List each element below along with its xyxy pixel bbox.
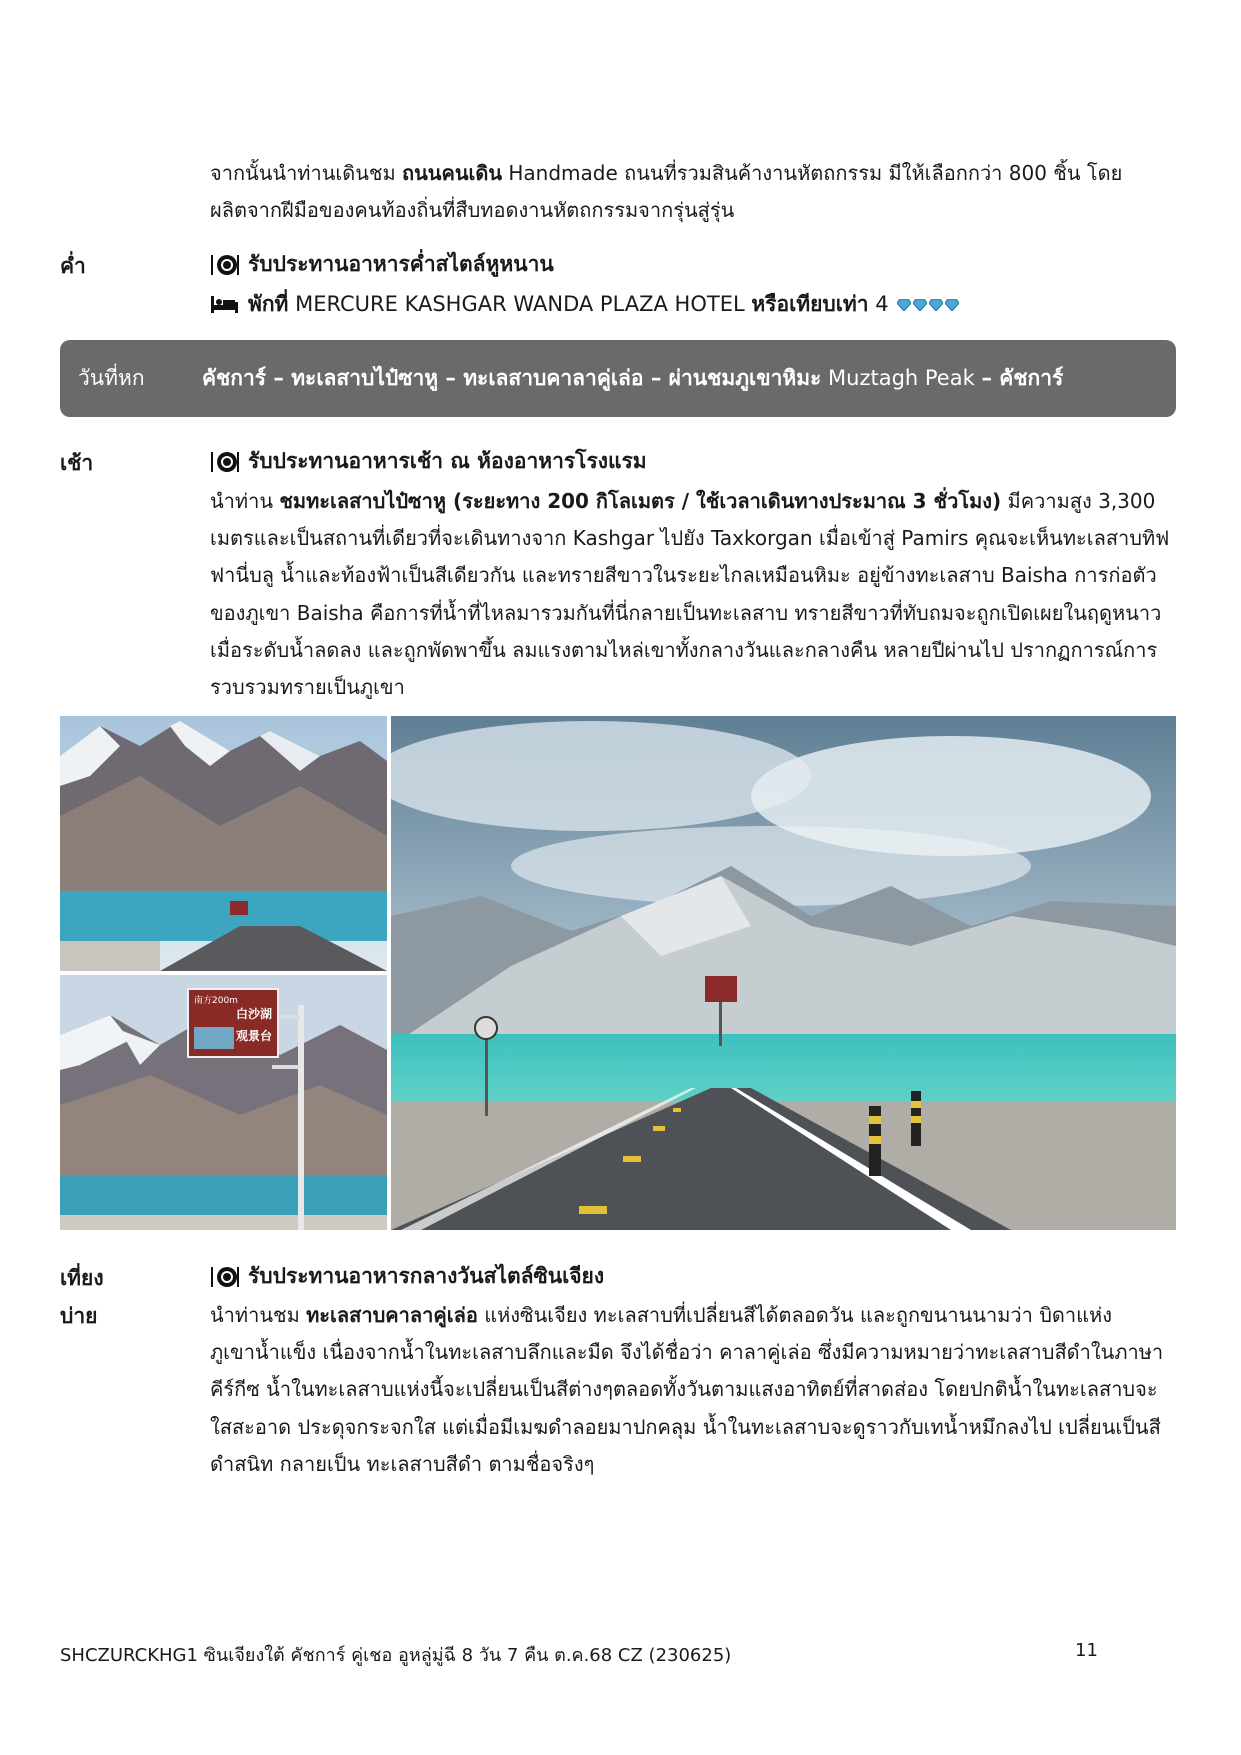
diamond-icon xyxy=(945,299,959,311)
plate-icon xyxy=(210,253,240,277)
diamond-icon xyxy=(929,299,943,311)
diamond-rating-icons xyxy=(897,299,959,311)
dinner-meal-text: รับประทานอาหารค่ำสไตล์หูหนาน xyxy=(248,252,554,276)
hotel-name: MERCURE KASHGAR WANDA PLAZA HOTEL xyxy=(288,292,752,316)
hotel-equivalent: หรือเทียบเท่า xyxy=(751,292,869,316)
photo-lake-road-top-left xyxy=(60,716,387,971)
hotel-rating: 4 xyxy=(868,292,889,316)
plate-icon xyxy=(210,1265,240,1289)
route-a: คัชการ์ – ทะเลสาบไป๋ซาหู – ทะเลสาบคาลาคู่เล่อ – ผ่านชมภูเขาหิมะ xyxy=(202,366,822,390)
intro-walking-street: ถนนคนเดิน xyxy=(402,161,503,185)
baisha-text-b: มีความสูง 3,300 เมตรและเป็นสถานที่เดียวที่จะเดินทางจาก Kashgar ไปยัง Taxkorgan เมื่อเข้าสู่ Pamirs คุณจะเห็นทะเลสาบทิฟฟานี่บลู น้ำและท้องฟ้าเป็นสีเดียวกัน และทรายสีขาวในระยะไกลเหมือนหิมะ อยู่ข้างทะเลสาบ Baisha การก่อตัวของภูเขา Baisha คือการที่น้ำที่ไหลมารวมกันที่นี่กลายเป็นทะเลสาบ ทรายสีขาวที่ทับถมจะถูกเปิดเผยในฤดูหนาวเมื่อระดับน้ำลดลง และถูกพัดพาขึ้น ลมแรงตามไหล่เขาทั้งกลางวันและกลางคืน หลายปีผ่านไป ปรากฏการณ์การรวบรวมทรายเป็นภูเขา xyxy=(210,489,1170,700)
lunch-meal xyxy=(210,1260,604,1293)
photo-baisha-lake-road xyxy=(391,716,1176,1230)
hotel-line xyxy=(210,288,959,321)
hotel-prefix: พักที่ xyxy=(248,292,289,316)
karakul-highlight: ทะเลสาบคาลาคู่เล่อ xyxy=(306,1303,478,1327)
sign-viewpoint: 观景台 xyxy=(236,1029,273,1043)
footer-tour-code: SHCZURCKHG1 ซินเจียงใต้ คัชการ์ คู่เชอ อูหลู่มู่ฉี 8 วัน 7 คืน ต.ค.68 CZ (230625) xyxy=(60,1645,732,1666)
baisha-lake-paragraph xyxy=(210,483,1176,706)
route-c: – คัชการ์ xyxy=(981,366,1064,390)
karakul-lake-paragraph xyxy=(210,1297,1176,1483)
photo-baisha-sign xyxy=(60,975,387,1230)
sign-lake-name: 白沙湖 xyxy=(236,1007,273,1021)
breakfast-text: รับประทานอาหารเช้า ณ ห้องอาหารโรงแรม xyxy=(248,449,647,473)
diamond-icon xyxy=(897,299,911,311)
karakul-text-a: นำท่านชม xyxy=(210,1303,307,1327)
karakul-text-b: แห่งซินเจียง ทะเลสาบที่เปลี่ยนสีได้ตลอดวัน และถูกขนานนามว่า บิดาแห่งภูเขาน้ำแข็ง เนื่องจากน้ำในทะเลสาบลึกและมืด จึงได้ชื่อว่า คาลาคู่เล่อ ซึ่งมีความหมายว่าทะเลสาบสีดำในภาษาคีร์กีซ น้ำในทะเลสาบแห่งนี้จะเปลี่ยนเป็นสีต่างๆตลอดทั้งวันตามแสงอาทิตย์ที่สาดส่อง โดยปกติน้ำในทะเลสาบจะใสสะอาด ประดุจกระจกใส แต่เมื่อมีเมฆดำลอยมาปกคลุม น้ำในทะเลสาบจะดูราวกับเทน้ำหมึกลงไป เปลี่ยนเป็นสีดำสนิท กลายเป็น ทะเลสาบสีดำ ตามชื่อจริงๆ xyxy=(210,1303,1164,1476)
baisha-highlight: ชมทะเลสาบไป๋ซาหู (ระยะทาง 200 กิโลเมตร / ใช้เวลาเดินทางประมาณ 3 ชั่วโมง) xyxy=(279,489,1002,513)
intro-text-b: Handmade ถนนที่รวมสินค้างานหัตถกรรม มีให้เลือกกว่า 800 ชิ้น โดย xyxy=(502,161,1123,185)
dinner-label: ค่ำ xyxy=(60,254,86,278)
day-banner xyxy=(60,340,1176,417)
lunch-text: รับประทานอาหารกลางวันสไตล์ซินเจียง xyxy=(248,1264,605,1288)
afternoon-label: บ่าย xyxy=(60,1304,98,1328)
sign-distance: 南方200m xyxy=(194,996,238,1006)
lunch-label: เที่ยง xyxy=(60,1266,104,1290)
day-number: วันที่หก xyxy=(78,366,145,390)
day-route xyxy=(202,362,1063,395)
baisha-text-a: นำท่าน xyxy=(210,489,280,513)
intro-paragraph xyxy=(210,155,1176,229)
dinner-meal xyxy=(210,248,554,281)
page-number: 11 xyxy=(1075,1640,1098,1661)
route-b: Muztagh Peak xyxy=(821,366,982,390)
bed-icon xyxy=(210,293,240,317)
intro-text-c: ผลิตจากฝีมือของคนท้องถิ่นที่สืบทอดงานหัตถกรรมจากรุ่นสู่รุ่น xyxy=(210,198,735,223)
diamond-icon xyxy=(913,299,927,311)
plate-icon xyxy=(210,450,240,474)
intro-text-a: จากนั้นนำท่านเดินชม xyxy=(210,161,403,185)
breakfast-meal xyxy=(210,445,647,478)
morning-label: เช้า xyxy=(60,451,94,475)
